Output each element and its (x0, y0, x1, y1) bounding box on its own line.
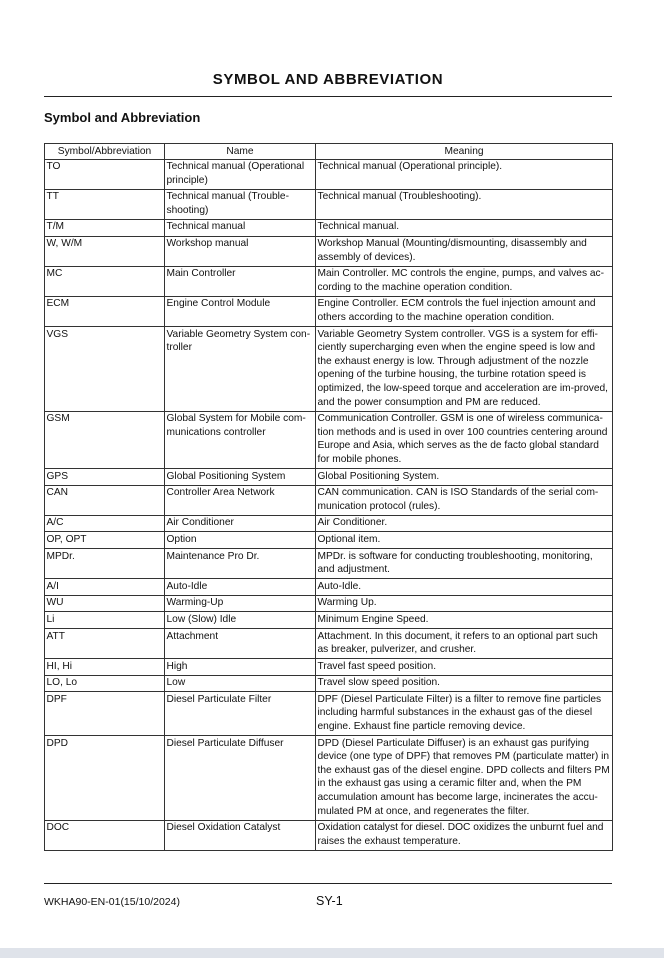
table-row (45, 469, 613, 486)
symbol-cell: A/I (45, 579, 165, 596)
name-cell: Global System for Mobile com-munications controller (165, 411, 316, 468)
table-row (45, 532, 613, 549)
table-row (45, 692, 613, 736)
table-row (45, 159, 613, 189)
table-row (45, 612, 613, 629)
name-cell: Low (Slow) Idle (165, 612, 316, 629)
table-row (45, 515, 613, 532)
meaning-cell: Auto-Idle. (316, 579, 613, 596)
name-cell: Main Controller (165, 266, 316, 296)
table-row (45, 327, 613, 412)
name-cell: Workshop manual (165, 236, 316, 266)
meaning-cell: CAN communication. CAN is ISO Standards of the serial com-munication protocol (rules). (316, 485, 613, 515)
name-cell: Global Positioning System (165, 469, 316, 486)
symbol-cell: WU (45, 595, 165, 612)
symbol-cell: T/M (45, 219, 165, 236)
name-cell: Technical manual (Trouble-shooting) (165, 189, 316, 219)
name-cell: Auto-Idle (165, 579, 316, 596)
table-row (45, 485, 613, 515)
symbol-cell: W, W/M (45, 236, 165, 266)
symbol-cell: DPD (45, 736, 165, 821)
footer-divider (44, 883, 612, 884)
header-symbol: Symbol/Abbreviation (45, 144, 165, 160)
meaning-cell: Engine Controller. ECM controls the fuel injection amount and others according to the machine operation condition. (316, 296, 613, 326)
table-row (45, 675, 613, 692)
symbol-cell: LO, Lo (45, 675, 165, 692)
meaning-cell: Minimum Engine Speed. (316, 612, 613, 629)
meaning-cell: Travel fast speed position. (316, 659, 613, 676)
table-row (45, 629, 613, 659)
symbol-cell: GSM (45, 411, 165, 468)
name-cell: Diesel Particulate Filter (165, 692, 316, 736)
name-cell: Technical manual (165, 219, 316, 236)
symbol-cell: DPF (45, 692, 165, 736)
table-row (45, 266, 613, 296)
meaning-cell: Global Positioning System. (316, 469, 613, 486)
viewer-bottom-strip (0, 948, 664, 958)
name-cell: Air Conditioner (165, 515, 316, 532)
meaning-cell: Technical manual (Operational principle). (316, 159, 613, 189)
symbol-cell: TT (45, 189, 165, 219)
meaning-cell: Travel slow speed position. (316, 675, 613, 692)
name-cell: Diesel Oxidation Catalyst (165, 820, 316, 850)
name-cell: Diesel Particulate Diffuser (165, 736, 316, 821)
name-cell: Warming-Up (165, 595, 316, 612)
table-row (45, 549, 613, 579)
name-cell: Engine Control Module (165, 296, 316, 326)
symbol-cell: ECM (45, 296, 165, 326)
meaning-cell: Communication Controller. GSM is one of wireless communica-tion methods and is used in over 100 countries centering around Europe and Asia, which serves as the de facto global standard for mobile phones. (316, 411, 613, 468)
table-row (45, 595, 613, 612)
symbol-cell: DOC (45, 820, 165, 850)
meaning-cell: Main Controller. MC controls the engine, pumps, and valves ac-cording to the machine operation condition. (316, 266, 613, 296)
meaning-cell: Optional item. (316, 532, 613, 549)
symbol-cell: MPDr. (45, 549, 165, 579)
name-cell: Maintenance Pro Dr. (165, 549, 316, 579)
meaning-cell: Warming Up. (316, 595, 613, 612)
meaning-cell: Oxidation catalyst for diesel. DOC oxidizes the unburnt fuel and raises the exhaust temperature. (316, 820, 613, 850)
table-row (45, 189, 613, 219)
meaning-cell: Workshop Manual (Mounting/dismounting, disassembly and assembly of devices). (316, 236, 613, 266)
symbol-cell: HI, Hi (45, 659, 165, 676)
symbol-cell: VGS (45, 327, 165, 412)
meaning-cell: MPDr. is software for conducting troubleshooting, monitoring, and adjustment. (316, 549, 613, 579)
table-header-row (45, 144, 613, 160)
name-cell: High (165, 659, 316, 676)
table-row (45, 820, 613, 850)
table-row (45, 659, 613, 676)
table-row (45, 296, 613, 326)
abbreviation-table (44, 143, 613, 851)
header-name: Name (165, 144, 316, 160)
symbol-cell: MC (45, 266, 165, 296)
name-cell: Option (165, 532, 316, 549)
meaning-cell: Air Conditioner. (316, 515, 613, 532)
name-cell: Attachment (165, 629, 316, 659)
meaning-cell: DPF (Diesel Particulate Filter) is a filter to remove fine particles including harmful substances in the exhaust gas of the diesel engine. Exhaust fine particle removing device. (316, 692, 613, 736)
symbol-cell: Li (45, 612, 165, 629)
name-cell: Technical manual (Operational principle) (165, 159, 316, 189)
table-row (45, 736, 613, 821)
section-heading: Symbol and Abbreviation (44, 110, 201, 125)
symbol-cell: ATT (45, 629, 165, 659)
meaning-cell: DPD (Diesel Particulate Diffuser) is an exhaust gas purifying device (one type of DPF) that removes PM (particulate matter) in the exhaust gas of the diesel engine. DPD collects and filters PM in the exhaust gas using a ceramic filter and, when the PM accumulation amount has become large, incinerates the accu-mulated PM at once, and regenerates the filter. (316, 736, 613, 821)
header-meaning: Meaning (316, 144, 613, 160)
table-row (45, 236, 613, 266)
page-title: SYMBOL AND ABBREVIATION (212, 71, 444, 88)
symbol-cell: OP, OPT (45, 532, 165, 549)
name-cell: Controller Area Network (165, 485, 316, 515)
page-number: SY-1 (316, 894, 343, 908)
symbol-cell: CAN (45, 485, 165, 515)
table-row (45, 411, 613, 468)
table-row (45, 579, 613, 596)
document-id: WKHA90-EN-01(15/10/2024) (44, 896, 180, 908)
meaning-cell: Variable Geometry System controller. VGS is a system for effi-ciently supercharging even when the engine speed is low and the exhaust energy is low. Through adjustment of the nozzle opening of the turbine housing, the turbine rotation speed is optimized, the low-speed torque and acceleration are im-proved, and the power consumption and PM are reduced. (316, 327, 613, 412)
name-cell: Low (165, 675, 316, 692)
table-row (45, 219, 613, 236)
title-divider (44, 96, 612, 97)
symbol-cell: A/C (45, 515, 165, 532)
symbol-cell: GPS (45, 469, 165, 486)
name-cell: Variable Geometry System con-troller (165, 327, 316, 412)
meaning-cell: Attachment. In this document, it refers to an optional part such as breaker, pulverizer, and crusher. (316, 629, 613, 659)
meaning-cell: Technical manual (Troubleshooting). (316, 189, 613, 219)
table-body (45, 159, 613, 850)
symbol-cell: TO (45, 159, 165, 189)
meaning-cell: Technical manual. (316, 219, 613, 236)
